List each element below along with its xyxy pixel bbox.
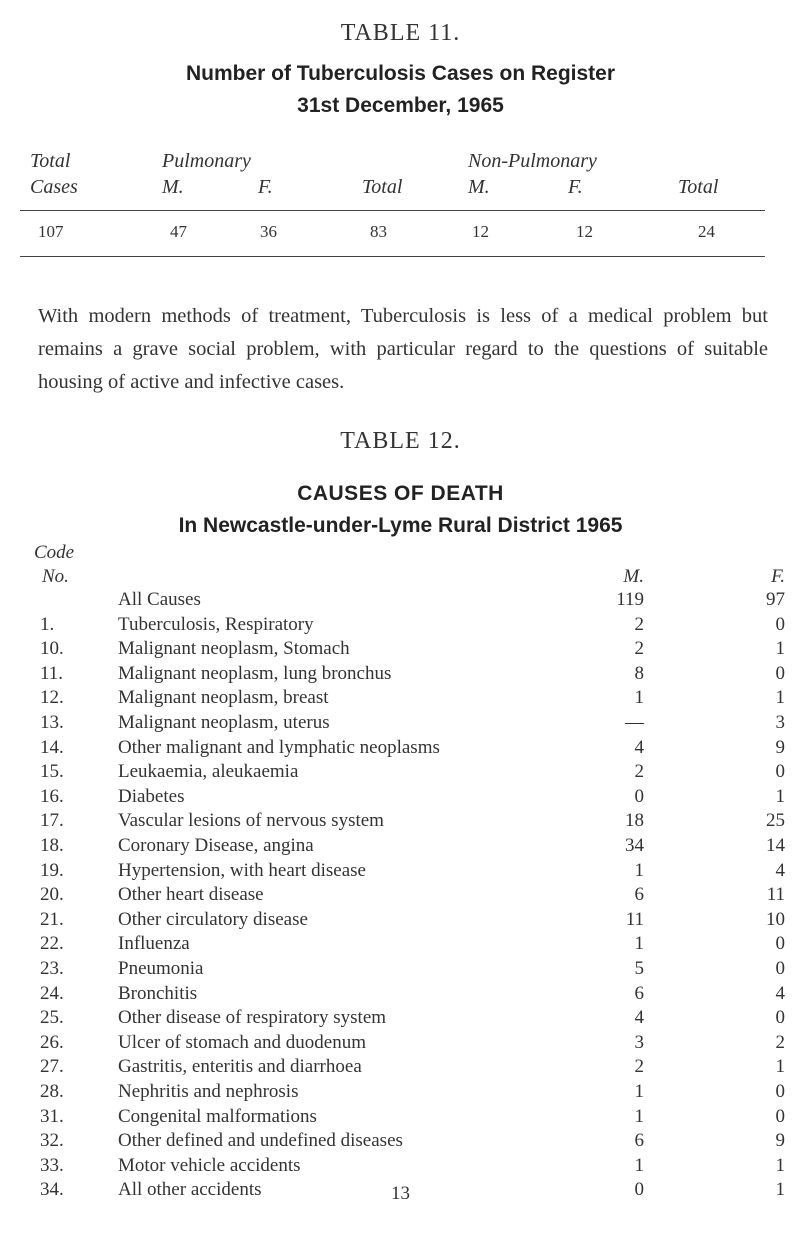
col-f-label: F. — [771, 566, 785, 587]
row-male-count: 2 — [634, 1056, 644, 1078]
row-male-count: 8 — [634, 662, 644, 684]
row-cause: Other circulatory disease — [118, 908, 308, 930]
table-12-heading: TABLE 12. — [340, 428, 461, 454]
row-male-count: 2 — [634, 638, 644, 660]
row-cause: All other accidents — [118, 1179, 262, 1201]
row-female-count: 1 — [775, 638, 785, 660]
row-female-count: 0 — [775, 1081, 785, 1102]
row-female-count: 2 — [775, 1031, 785, 1053]
table-row — [0, 1155, 801, 1181]
row-female-count: 1 — [775, 687, 785, 709]
row-male-count: 6 — [634, 1130, 644, 1152]
row-cause: Other disease of respiratory system — [118, 1007, 387, 1029]
col-non-pulmonary-label: Non-Pulmonary — [468, 150, 597, 172]
row-code: 21. — [40, 908, 64, 930]
row-male-count: 6 — [634, 982, 644, 1004]
row-code: 34. — [40, 1179, 64, 1201]
table-row — [0, 1032, 801, 1058]
row-male-count: 1 — [634, 1081, 644, 1102]
table-row — [0, 1106, 801, 1132]
row-cause: Coronary Disease, angina — [118, 835, 314, 856]
table-row — [0, 786, 801, 812]
row-cause: Vascular lesions of nervous system — [118, 810, 384, 832]
row-code: 12. — [40, 687, 64, 709]
row-cause: Other heart disease — [118, 884, 264, 906]
value-pulm-f: 36 — [260, 222, 277, 241]
table-11-subtitle: 31st December, 1965 — [297, 94, 504, 117]
value-non-m: 12 — [472, 222, 489, 241]
value-non-total: 24 — [698, 222, 715, 241]
row-male-count: 4 — [634, 736, 644, 758]
row-female-count: 1 — [775, 1056, 785, 1078]
table-row — [0, 860, 801, 886]
col-pulm-f-label: F. — [258, 176, 273, 198]
value-pulm-total: 83 — [370, 222, 387, 241]
row-female-count: 1 — [775, 1154, 785, 1176]
row-cause: Tuberculosis, Respiratory — [118, 613, 314, 635]
row-female-count: 1 — [775, 785, 785, 807]
row-male-count: 11 — [625, 908, 644, 930]
table-row — [0, 1056, 801, 1082]
row-code: 18. — [40, 835, 64, 856]
row-female-count: 1 — [775, 1179, 785, 1201]
row-male-count: 34 — [625, 835, 644, 856]
row-male-count: 6 — [634, 884, 644, 906]
row-code: 31. — [40, 1105, 64, 1127]
row-male-count: 1 — [634, 933, 644, 955]
col-total-cases-label-1: Total — [30, 150, 71, 172]
row-cause: Malignant neoplasm, Stomach — [118, 638, 350, 660]
row-code: 32. — [40, 1130, 64, 1152]
row-code: 27. — [40, 1056, 64, 1078]
row-male-count: 2 — [634, 761, 644, 783]
row-cause: Hypertension, with heart disease — [118, 859, 366, 881]
table-row — [0, 712, 801, 738]
row-female-count: 0 — [775, 958, 785, 979]
tb-paragraph: With modern methods of treatment, Tuberculosis is less of a medical problem but remains a grave social problem, with particular regard to the questions of suitable housing of active and infective cases. — [38, 305, 768, 393]
row-female-count: 9 — [775, 1130, 785, 1152]
row-cause: Malignant neoplasm, lung bronchus — [118, 662, 392, 684]
table-11-heading: TABLE 11. — [340, 20, 461, 46]
row-code: 14. — [40, 736, 64, 758]
table-row — [0, 835, 801, 861]
row-code: 10. — [40, 638, 64, 660]
row-code: 11. — [40, 662, 64, 684]
row-code: 26. — [40, 1031, 64, 1053]
value-non-f: 12 — [576, 222, 593, 241]
row-male-count: 3 — [634, 1031, 644, 1053]
col-code-label-2: No. — [42, 566, 69, 587]
table-11-top-rule — [20, 210, 765, 211]
col-m-label: M. — [623, 566, 644, 587]
value-pulm-m: 47 — [170, 222, 187, 241]
row-female-count: 3 — [775, 712, 785, 733]
col-pulm-total-label: Total — [362, 176, 403, 198]
row-cause: Diabetes — [118, 785, 185, 807]
row-code: 33. — [40, 1154, 64, 1176]
row-code: 25. — [40, 1007, 64, 1029]
table-row — [0, 958, 801, 984]
col-code-label-1: Code — [34, 542, 75, 563]
table-row — [0, 983, 801, 1009]
row-cause: Ulcer of stomach and duodenum — [118, 1031, 366, 1053]
row-male-count: 1 — [634, 1105, 644, 1127]
row-code: 1. — [40, 613, 55, 635]
table-row — [0, 909, 801, 935]
row-cause: Malignant neoplasm, uterus — [118, 712, 330, 733]
row-female-count: 0 — [775, 1105, 785, 1127]
row-cause: Pneumonia — [118, 958, 204, 979]
row-male-count: 1 — [634, 859, 644, 881]
row-female-count: 25 — [766, 810, 785, 832]
value-total-cases: 107 — [38, 222, 64, 241]
row-cause: Malignant neoplasm, breast — [118, 687, 329, 709]
row-code: 17. — [40, 810, 64, 832]
row-cause: Gastritis, enteritis and diarrhoea — [118, 1056, 362, 1078]
row-cause: Nephritis and nephrosis — [118, 1081, 299, 1102]
row-cause: Leukaemia, aleukaemia — [118, 761, 299, 783]
row-cause: Other defined and undefined diseases — [118, 1130, 403, 1152]
row-code: 16. — [40, 785, 64, 807]
table-12-title: CAUSES OF DEATH — [297, 482, 504, 505]
row-male-count: 119 — [616, 589, 644, 610]
row-female-count: 4 — [775, 982, 785, 1004]
table-row — [0, 589, 801, 615]
row-cause: Other malignant and lymphatic neoplasms — [118, 736, 440, 758]
row-code: 15. — [40, 761, 64, 783]
row-code: 13. — [40, 712, 64, 733]
table-row — [0, 663, 801, 689]
table-row — [0, 687, 801, 713]
row-male-count: 5 — [634, 958, 644, 979]
table-row — [0, 1007, 801, 1033]
page-number: 13 — [391, 1183, 410, 1204]
row-male-count: 0 — [634, 785, 644, 807]
row-cause: Bronchitis — [118, 982, 198, 1004]
row-male-count: 4 — [634, 1007, 644, 1029]
table-row — [0, 761, 801, 787]
row-cause: Congenital malformations — [118, 1105, 317, 1127]
row-female-count: 0 — [775, 761, 785, 783]
col-pulm-m-label: M. — [162, 176, 184, 198]
table-row — [0, 638, 801, 664]
table-row — [0, 933, 801, 959]
table-12-subtitle: In Newcastle-under-Lyme Rural District 1965 — [178, 514, 623, 537]
row-female-count: 4 — [775, 859, 785, 881]
row-cause: All Causes — [118, 589, 201, 610]
col-non-total-label: Total — [678, 176, 719, 198]
row-female-count: 97 — [766, 589, 785, 610]
row-female-count: 9 — [775, 736, 785, 758]
col-non-f-label: F. — [568, 176, 583, 198]
row-cause: Influenza — [118, 933, 190, 955]
row-male-count: 0 — [634, 1179, 644, 1201]
table-row — [0, 1081, 801, 1107]
row-female-count: 14 — [766, 835, 785, 856]
row-male-count: 1 — [634, 1154, 644, 1176]
row-code: 20. — [40, 884, 64, 906]
table-11-title: Number of Tuberculosis Cases on Register — [185, 62, 616, 85]
row-female-count: 0 — [775, 613, 785, 635]
row-male-count: — — [625, 712, 644, 733]
row-code: 28. — [40, 1081, 64, 1102]
col-total-cases-label-2: Cases — [30, 176, 78, 198]
row-female-count: 0 — [775, 1007, 785, 1029]
row-male-count: 2 — [634, 613, 644, 635]
row-male-count: 18 — [625, 810, 644, 832]
row-code: 19. — [40, 859, 64, 881]
row-female-count: 0 — [775, 662, 785, 684]
col-non-m-label: M. — [468, 176, 490, 198]
row-code: 23. — [40, 958, 64, 979]
row-male-count: 1 — [634, 687, 644, 709]
table-row — [0, 884, 801, 910]
row-code: 24. — [40, 982, 64, 1004]
table-11-bottom-rule — [20, 256, 765, 257]
table-row — [0, 810, 801, 836]
table-row — [0, 614, 801, 640]
row-code: 22. — [40, 933, 64, 955]
table-row — [0, 737, 801, 763]
row-female-count: 11 — [766, 884, 785, 906]
row-female-count: 10 — [766, 908, 785, 930]
table-row — [0, 1130, 801, 1156]
col-pulmonary-label: Pulmonary — [162, 150, 251, 172]
row-female-count: 0 — [775, 933, 785, 955]
row-cause: Motor vehicle accidents — [118, 1154, 301, 1176]
